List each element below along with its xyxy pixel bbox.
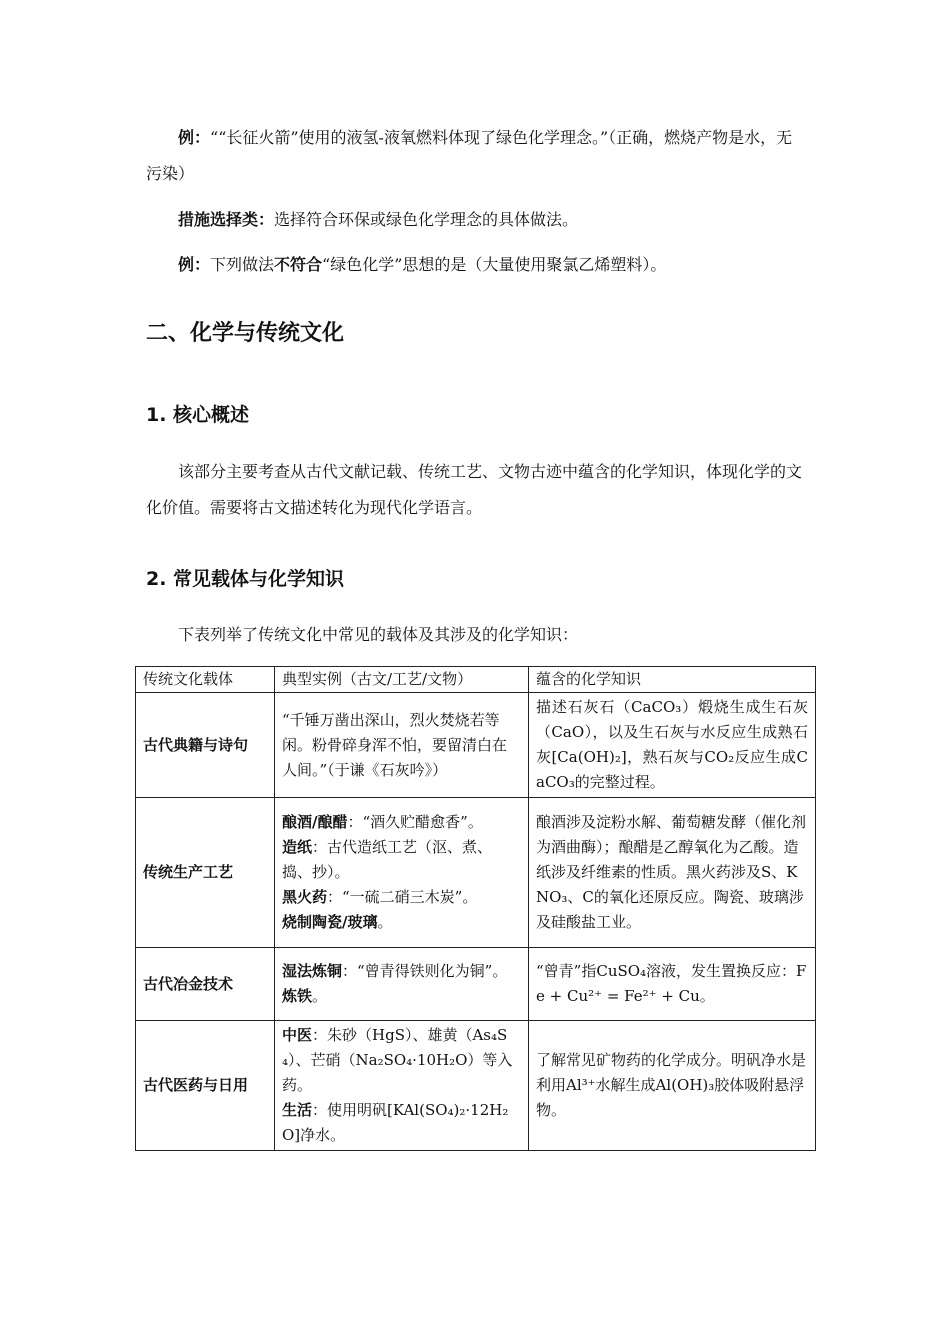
example-item — [282, 1098, 521, 1148]
subsection-heading-1: 1. 核心概述 — [146, 404, 250, 426]
knowledge-cell: 了解常见矿物药的化学成分。明矾净水是利用Al³⁺水解生成Al(OH)₃胶体吸附悬浮物。 — [529, 1021, 816, 1151]
knowledge-cell: 描述石灰石（CaCO₃）煅烧生成生石灰（CaO），以及生石灰与水反应生成熟石灰[Ca(OH)₂]，熟石灰与CO₂反应生成CaCO₃的完整过程。 — [529, 693, 816, 798]
example-item-text: ：使用明矾[KAl(SO₄)₂·12H₂O]净水。 — [282, 1101, 509, 1144]
example-item — [282, 959, 521, 984]
header-example: 典型实例（古文/工艺/文物） — [275, 667, 529, 693]
example-item-label: 酿酒/酿醋 — [282, 813, 348, 831]
example-item-text: ：朱砂（HgS）、雄黄（As₄S₄）、芒硝（Na₂SO₄·10H₂O）等入药。 — [282, 1026, 513, 1094]
example-item-text: ：“酒久贮醋愈香”。 — [347, 813, 483, 831]
example-cell — [275, 948, 529, 1021]
table-row — [136, 948, 816, 1021]
table-row — [136, 693, 816, 798]
example-label: 例： — [178, 128, 211, 147]
example-item-label: 炼铁 — [282, 987, 313, 1005]
measure-paragraph — [146, 202, 808, 238]
carrier-cell: 古代典籍与诗句 — [136, 693, 275, 798]
example-item-label: 烧制陶瓷/玻璃 — [282, 913, 378, 931]
table-intro-text: 下表列举了传统文化中常见的载体及其涉及的化学知识： — [178, 625, 579, 644]
table-row — [136, 798, 816, 948]
example-item-label: 黑火药 — [282, 888, 328, 906]
example-paragraph-2 — [146, 247, 808, 283]
table-intro — [146, 617, 808, 653]
example-item-label: 湿法炼铜 — [282, 962, 343, 980]
example-item-label: 中医 — [282, 1026, 313, 1044]
example-item — [282, 810, 521, 835]
measure-label: 措施选择类： — [178, 210, 275, 229]
header-knowledge: 蕴含的化学知识 — [529, 667, 816, 693]
example-item — [282, 984, 521, 1009]
example-paragraph-1 — [146, 120, 808, 192]
example-item-label: 生活 — [282, 1101, 313, 1119]
example-item-text: ：“曾青得铁则化为铜”。 — [342, 962, 508, 980]
carrier-cell: 古代冶金技术 — [136, 948, 275, 1021]
example-cell — [275, 798, 529, 948]
measure-text: 选择符合环保或绿色化学理念的具体做法。 — [274, 210, 579, 229]
knowledge-cell: “曾青”指CuSO₄溶液，发生置换反应：Fe + Cu²⁺ = Fe²⁺ + Cu。 — [529, 948, 816, 1021]
table-header-row — [136, 667, 816, 693]
example-item — [282, 835, 521, 885]
example-item-text: 。 — [377, 913, 393, 931]
carrier-cell: 传统生产工艺 — [136, 798, 275, 948]
example-text: ““长征火箭”使用的液氢-液氧燃料体现了绿色化学理念。”（正确，燃烧产物是水，无污染） — [146, 128, 793, 183]
carrier-cell: 古代医药与日用 — [136, 1021, 275, 1151]
example-cell — [275, 693, 529, 798]
overview-text: 该部分主要考查从古代文献记载、传统工艺、文物古迹中蕴含的化学知识，体现化学的文化价值。需要将古文描述转化为现代化学语言。 — [146, 462, 803, 517]
example-item-text: 。 — [312, 987, 328, 1005]
example-item-text: ：“一硫二硝三木炭”。 — [327, 888, 478, 906]
example-text-2a: 下列做法 — [210, 255, 275, 274]
example-item-text: ：古代造纸工艺（沤、煮、捣、抄）。 — [282, 838, 493, 881]
table-row — [136, 1021, 816, 1151]
knowledge-table — [135, 666, 816, 1151]
example-item-label: 造纸 — [282, 838, 313, 856]
example-cell — [275, 1021, 529, 1151]
header-carrier: 传统文化载体 — [136, 667, 275, 693]
knowledge-cell: 酿酒涉及淀粉水解、葡萄糖发酵（催化剂为酒曲酶）；酿醋是乙醇氧化为乙酸。造纸涉及纤维素的性质。黑火药涉及S、KNO₃、C的氧化还原反应。陶瓷、玻璃涉及硅酸盐工业。 — [529, 798, 816, 948]
subsection-heading-2: 2. 常见载体与化学知识 — [146, 568, 345, 590]
example-item — [282, 1023, 521, 1098]
section-heading: 二、化学与传统文化 — [146, 321, 345, 346]
example-item — [282, 910, 521, 935]
example-text: “千锤万凿出深山，烈火焚烧若等闲。粉骨碎身浑不怕，要留清白在人间。”（于谦《石灰吟》） — [282, 710, 508, 779]
example-text-2b: “绿色化学”思想的是（大量使用聚氯乙烯塑料）。 — [322, 255, 667, 274]
example-label-2: 例： — [178, 255, 211, 274]
overview-paragraph — [146, 454, 808, 526]
example-item — [282, 885, 521, 910]
emphasis-not-comply: 不符合 — [274, 255, 323, 274]
